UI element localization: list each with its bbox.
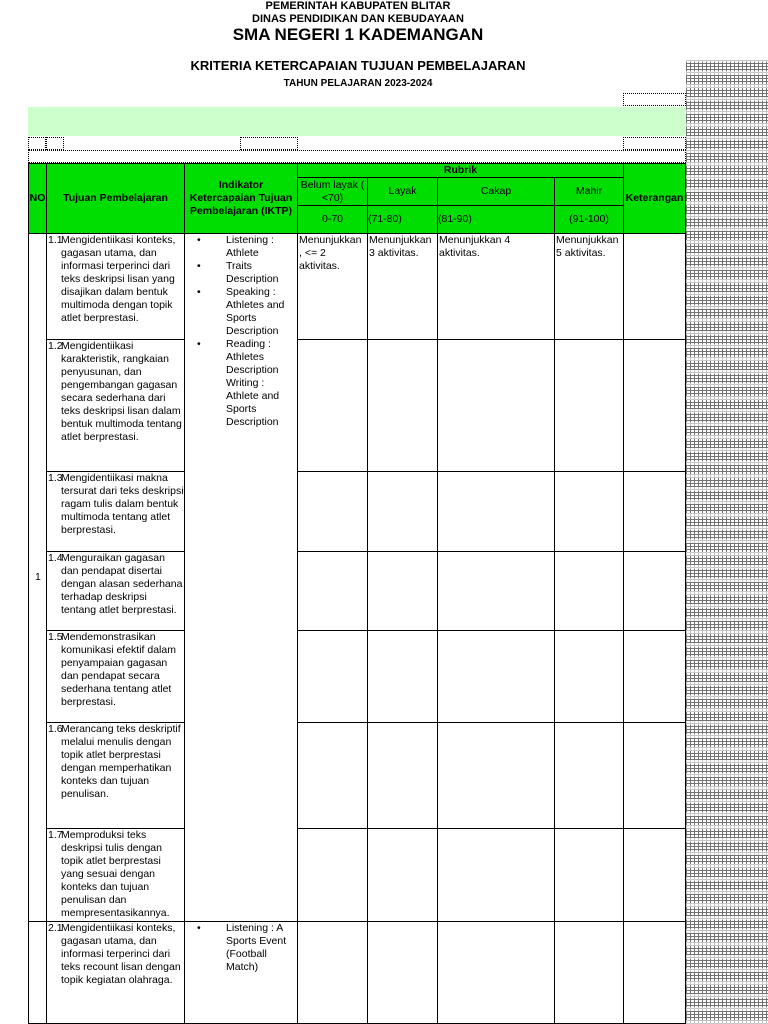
tp-row	[46, 339, 185, 472]
bullet: •	[197, 922, 201, 934]
bullet: •	[197, 338, 201, 350]
row-number: 1	[28, 233, 47, 922]
tp-number: 1.5	[48, 631, 63, 643]
tp-row	[46, 630, 185, 723]
tp-number: 1.1	[48, 234, 63, 246]
tp-number: 1.3	[48, 472, 63, 484]
iktp-item	[185, 286, 297, 338]
empty-table-cell	[623, 551, 686, 631]
empty-table-cell	[367, 630, 438, 723]
tp-text: Mengidentiikasi karakteristik, rangkaian penyusunan, dan pengembangan gagasan secara sederhana dari teks deskripsi lisan dalam bentuk multimoda tentang atlet berprestasi.	[61, 340, 182, 443]
empty-table-cell	[297, 828, 368, 922]
empty-table-cell	[623, 828, 686, 922]
tp-row	[46, 233, 185, 340]
tp-row	[46, 471, 185, 552]
tp-row	[46, 828, 185, 922]
iktp-item	[185, 234, 297, 260]
row-number-2	[28, 921, 47, 1024]
empty-cell	[46, 137, 64, 150]
tp-number: 2.1	[48, 922, 63, 934]
empty-table-cell	[623, 471, 686, 552]
empty-table-cell	[554, 551, 624, 631]
dept-line: DINAS PENDIDIKAN DAN KEBUDAYAAN	[252, 13, 464, 25]
tp-number: 1.2	[48, 340, 63, 352]
empty-table-cell	[367, 471, 438, 552]
rubrik-mahir: Mahir	[554, 177, 624, 206]
iktp-item	[185, 377, 297, 429]
gov-line: PEMERINTAH KABUPATEN BLITAR	[265, 0, 451, 12]
empty-table-cell	[437, 551, 555, 631]
empty-table-cell	[437, 921, 555, 1024]
iktp-item	[185, 260, 297, 286]
empty-cell	[623, 137, 686, 150]
range-mahir: (91-100)	[554, 205, 624, 234]
empty-cell	[623, 93, 686, 106]
empty-cell	[240, 137, 298, 150]
keterangan-cell	[623, 233, 686, 340]
bullet: •	[197, 286, 201, 298]
empty-table-cell	[367, 722, 438, 829]
empty-table-cell	[554, 339, 624, 472]
empty-table-cell	[437, 471, 555, 552]
green-band	[28, 107, 686, 136]
iktp-text: Reading : Athletes Description	[226, 338, 279, 376]
empty-table-cell	[367, 339, 438, 472]
empty-table-cell	[297, 722, 368, 829]
iktp-cell	[184, 921, 298, 1024]
rubrik-layak: Layak	[367, 177, 438, 206]
empty-table-cell	[437, 630, 555, 723]
iktp-text: Writing : Athlete and Sports Description	[226, 377, 280, 428]
range-layak: (71-80)	[367, 205, 438, 234]
empty-row	[28, 150, 686, 163]
empty-table-cell	[623, 722, 686, 829]
empty-table-cell	[554, 630, 624, 723]
iktp-cell	[184, 233, 298, 922]
iktp-item	[185, 338, 297, 377]
empty-table-cell	[437, 828, 555, 922]
empty-table-cell	[367, 921, 438, 1024]
rubrik-belum-cell: Menunjukkan , <= 2 aktivitas.	[297, 233, 368, 340]
empty-table-cell	[297, 471, 368, 552]
empty-table-cell	[437, 722, 555, 829]
col-keterangan-header: Keterangan	[623, 163, 686, 234]
empty-table-cell	[554, 722, 624, 829]
empty-table-cell	[297, 551, 368, 631]
range-belum-layak: 0-70	[297, 205, 368, 234]
tp-row	[46, 722, 185, 829]
empty-table-cell	[367, 828, 438, 922]
school-name: SMA NEGERI 1 KADEMANGAN	[232, 25, 484, 44]
tp-row	[46, 551, 185, 631]
iktp-item	[185, 922, 297, 974]
tp-text: Menguraikan gagasan dan pendapat disertai dengan alasan sederhana terhadap deskripsi tentang atlet berprestasi.	[61, 552, 183, 616]
iktp-text: Traits Description	[226, 260, 279, 285]
col-rubrik-header: Rubrik	[297, 163, 624, 178]
tp-text: Memproduksi teks deskripsi tulis dengan topik atlet berprestasi yang sesuai dengan konteks dan tujuan penulisan dan mempresentasikannya.	[61, 829, 170, 919]
rubrik-belum-layak: Belum layak ( <70)	[297, 177, 368, 206]
rubrik-layak-cell: Menunjukkan 3 aktivitas.	[367, 233, 438, 340]
empty-table-cell	[437, 339, 555, 472]
empty-table-cell	[554, 828, 624, 922]
col-iktp-header: Indikator Ketercapaian Tujuan Pembelajaran (IKTP)	[184, 163, 298, 234]
iktp-text: Listening : A Sports Event (Football Match)	[226, 922, 287, 973]
tp-number: 1.6	[48, 723, 63, 735]
rubrik-cakap: Cakap	[437, 177, 555, 206]
empty-table-cell	[554, 471, 624, 552]
tp-text: Mendemonstrasikan komunikasi efektif dalam penyampaian gagasan dan pendapat secara sederhana tentang atlet berprestasi.	[61, 631, 176, 708]
empty-table-cell	[554, 921, 624, 1024]
tp-text: Mengidentiikasi makna tersurat dari teks deskripsi ragam tulis dalam bentuk multimoda tentang atlet berprestasi.	[61, 472, 184, 536]
tp-text: Merancang teks deskriptif melalui menulis dengan topik atlet berprestasi dengan memperhatikan konteks dan tujuan penulisan.	[61, 723, 181, 800]
iktp-text: Listening : Athlete	[226, 234, 274, 259]
range-cakap: (81-90)	[437, 205, 555, 234]
empty-table-cell	[623, 339, 686, 472]
tp-text: Mengidentiikasi konteks, gagasan utama, dan informasi terperinci dari teks recount lisan dengan topik kegiatan olahraga.	[61, 922, 181, 986]
empty-table-cell	[297, 921, 368, 1024]
bullet: •	[197, 260, 201, 272]
empty-table-cell	[623, 921, 686, 1024]
empty-table-cell	[297, 630, 368, 723]
academic-year: TAHUN PELAJARAN 2023-2024	[283, 78, 433, 89]
rubrik-mahir-cell: Menunjukkan 5 aktivitas.	[554, 233, 624, 340]
empty-table-cell	[623, 630, 686, 723]
col-no-header: NO	[28, 163, 47, 234]
iktp-text: Speaking : Athletes and Sports Description	[226, 286, 285, 337]
col-tp-header: Tujuan Pembelajaran	[46, 163, 185, 234]
empty-cell	[28, 137, 46, 150]
bullet: •	[197, 234, 201, 246]
tp-number: 1.7	[48, 829, 63, 841]
empty-table-cell	[297, 339, 368, 472]
spreadsheet-grid-edge	[686, 60, 768, 1024]
rubrik-cakap-cell: Menunjukkan 4 aktivitas.	[437, 233, 555, 340]
tp-number: 1.4	[48, 552, 63, 564]
tp-text: Mengidentiikasi konteks, gagasan utama, dan informasi terperinci dari teks deskripsi lisan yang disajikan dalam bentuk multimoda dengan topik atlet berprestasi.	[61, 234, 176, 324]
tp-row	[46, 921, 185, 1024]
doc-title: KRITERIA KETERCAPAIAN TUJUAN PEMBELAJARAN	[190, 58, 526, 73]
empty-table-cell	[367, 551, 438, 631]
